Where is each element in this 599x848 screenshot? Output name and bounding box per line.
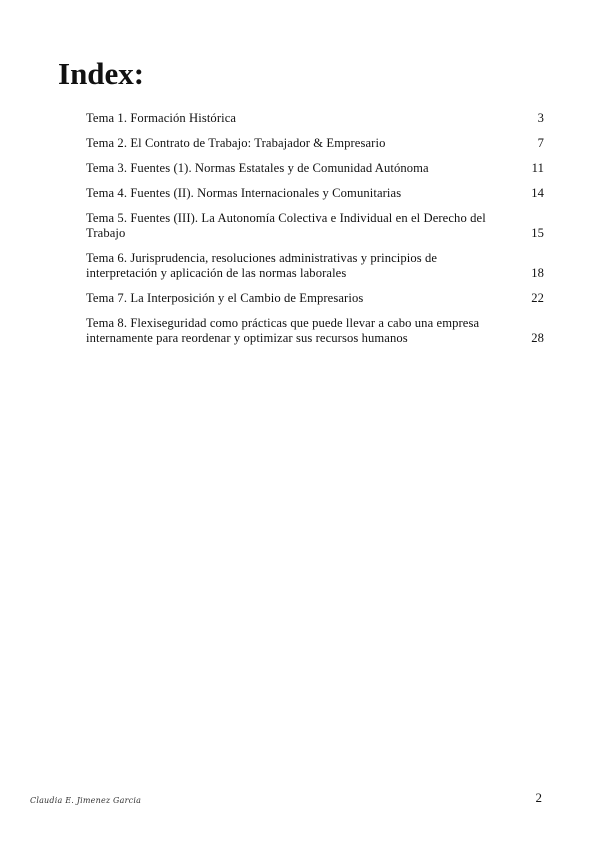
toc-entry-page-number: 15	[531, 226, 544, 240]
toc-entry-page-number: 28	[531, 331, 544, 345]
toc-entry-title[interactable]: Tema 7. La Interposición y el Cambio de Empresarios	[86, 291, 364, 305]
toc-entry-tema-3[interactable]	[86, 161, 544, 176]
page-title: Index:	[58, 56, 145, 91]
toc-entry-page-number: 11	[531, 161, 544, 175]
toc-entry-title[interactable]: Tema 8. Flexiseguridad como prácticas que puede llevar a cabo una empresa internamente para reordenar y optimizar sus recursos humanos	[86, 316, 480, 345]
toc-entry-tema-1[interactable]	[86, 111, 544, 126]
footer-page-number: 2	[535, 790, 542, 805]
table-of-contents	[86, 111, 544, 356]
toc-entry-tema-5[interactable]	[86, 211, 544, 241]
toc-entry-page-number: 22	[531, 291, 544, 305]
toc-entry-title[interactable]: Tema 3. Fuentes (1). Normas Estatales y de Comunidad Autónoma	[86, 161, 429, 175]
toc-entry-title[interactable]: Tema 4. Fuentes (II). Normas Internacionales y Comunitarias	[86, 186, 402, 200]
toc-entry-title[interactable]: Tema 5. Fuentes (III). La Autonomía Colectiva e Individual en el Derecho del Trabajo	[86, 211, 486, 240]
toc-entry-tema-7[interactable]	[86, 291, 544, 306]
toc-entry-page-number: 7	[537, 136, 544, 150]
toc-entry-title[interactable]: Tema 1. Formación Histórica	[86, 111, 237, 125]
toc-entry-tema-4[interactable]	[86, 186, 544, 201]
footer-author-signature: Claudia E. Jimenez Garcia	[30, 796, 142, 805]
toc-entry-page-number: 14	[531, 186, 544, 200]
toc-entry-title[interactable]: Tema 6. Jurisprudencia, resoluciones administrativas y principios de interpretación y aplicación de las normas laborales	[86, 251, 438, 280]
toc-entry-page-number: 18	[531, 266, 544, 280]
toc-entry-page-number: 3	[537, 111, 544, 125]
toc-entry-tema-8[interactable]	[86, 316, 544, 346]
toc-entry-tema-2[interactable]	[86, 136, 544, 151]
toc-entry-tema-6[interactable]	[86, 251, 544, 281]
toc-entry-title[interactable]: Tema 2. El Contrato de Trabajo: Trabajador & Empresario	[86, 136, 386, 150]
